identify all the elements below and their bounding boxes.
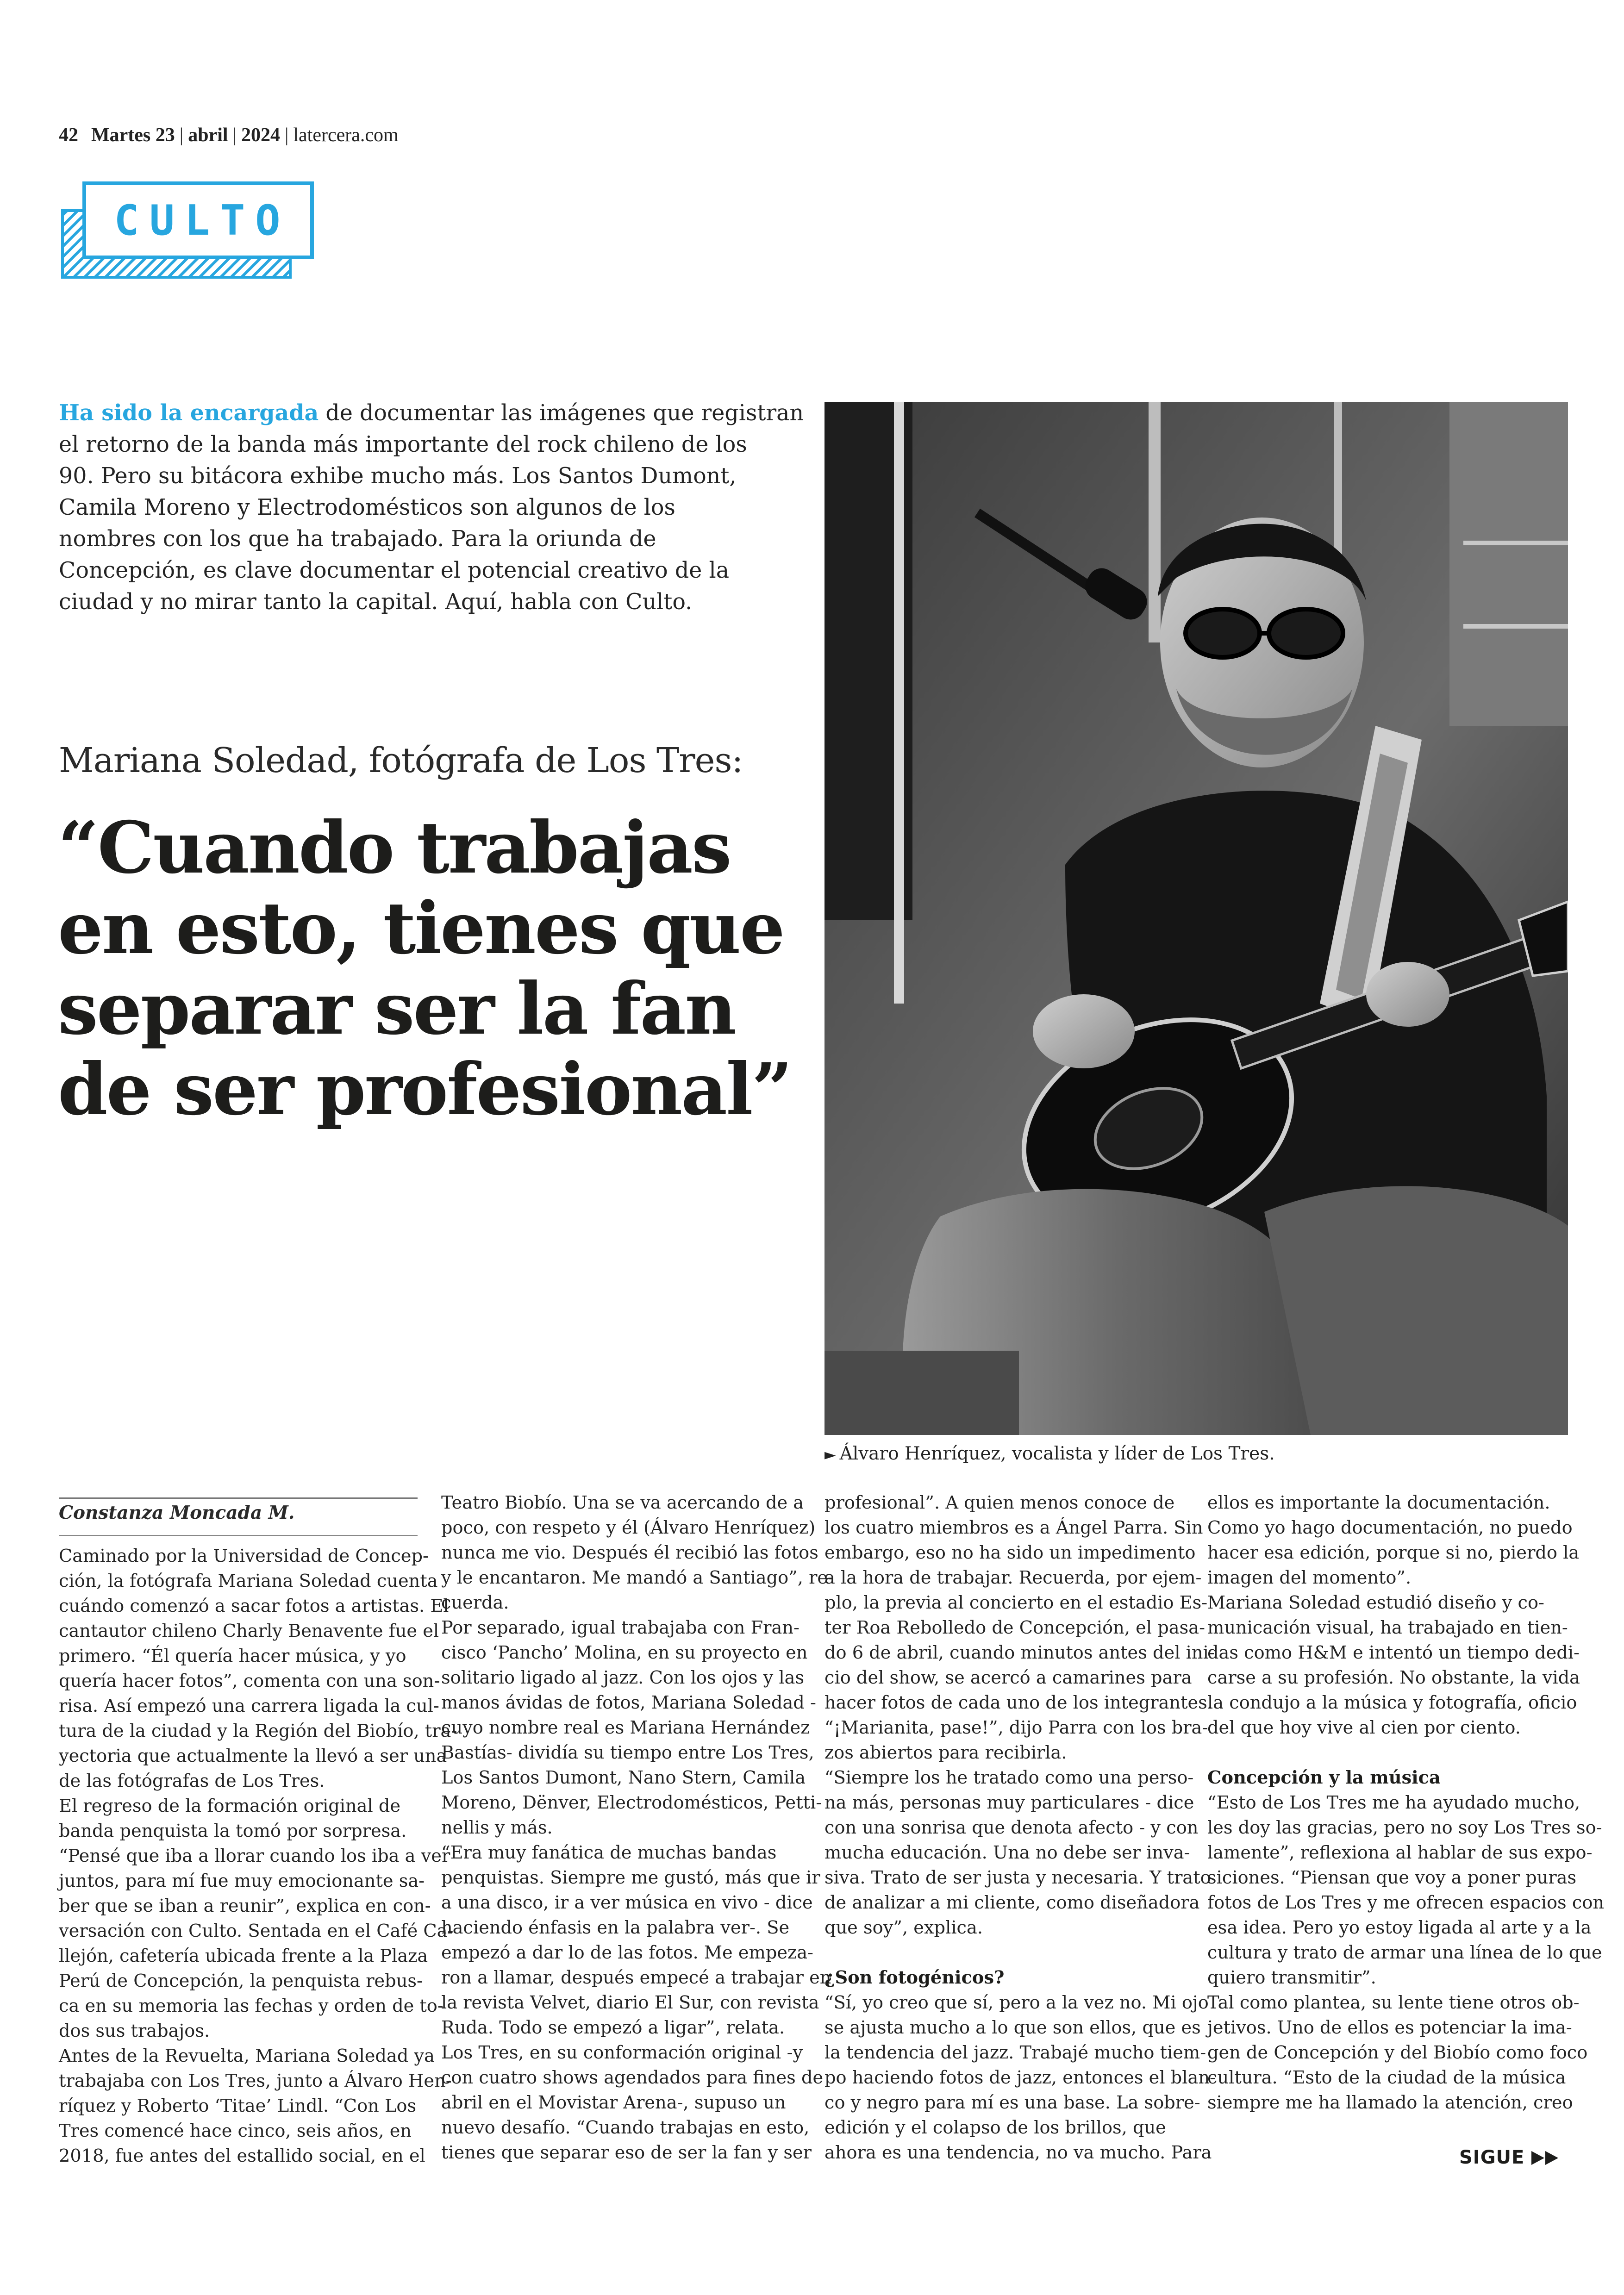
byline-top-rule — [59, 1497, 418, 1499]
body-line: haciendo énfasis en la palabra ver-. Se — [441, 1917, 790, 1938]
body-line: llejón, cafetería ubicada frente a la Plaza — [59, 1946, 428, 1966]
body-line: risa. Así empezó una carrera ligada la cul- — [59, 1696, 439, 1716]
body-line: “Siempre los he tratado como una perso- — [824, 1767, 1194, 1788]
body-line: ca en su memoria las fechas y orden de to- — [59, 1996, 443, 2016]
body-line: se ajusta mucho a lo que son ellos, que es — [824, 2017, 1201, 2038]
body-line: Los Santos Dumont, Nano Stern, Camila — [441, 1767, 806, 1788]
lead-line: el retorno de la banda más importante del rock chileno de los — [59, 432, 747, 457]
lead-line: Concepción, es clave documentar el potencial creativo de la — [59, 558, 730, 583]
continue-label: SIGUE — [1459, 2147, 1525, 2168]
body-line: penquistas. Siempre me gustó, más que ir — [441, 1867, 820, 1888]
section-logo — [61, 181, 315, 281]
body-line: zos abiertos para recibirla. — [824, 1742, 1067, 1763]
body-line: yectoria que actualmente la llevó a ser una — [59, 1746, 447, 1766]
photo-guitarist — [824, 402, 1568, 1435]
lead-line: ciudad y no mirar tanto la capital. Aquí, habla con Culto. — [59, 589, 693, 615]
body-column-1 — [59, 1544, 457, 2169]
body-line: imagen del momento”. — [1207, 1567, 1412, 1588]
body-line: abril en el Movistar Arena-, supuso un — [441, 2092, 786, 2113]
body-line: cultura. “Esto de la ciudad de la música — [1207, 2067, 1566, 2088]
body-line: nuevo desafío. “Cuando trabajas en esto, — [441, 2117, 810, 2138]
folio-separator: | — [179, 125, 184, 146]
body-line: gen de Concepción y del Biobío como foco — [1207, 2042, 1588, 2063]
subhead-fotogenicos: ¿Son fotogénicos? — [824, 1967, 1005, 1988]
body-column-4 — [1207, 1491, 1605, 2115]
body-line: cio del show, se acercó a camarines para — [824, 1667, 1192, 1688]
headline — [58, 808, 791, 1130]
body-line: cuyo nombre real es Mariana Hernández — [441, 1717, 810, 1738]
body-line: ellos es importante la documentación. — [1207, 1492, 1550, 1513]
body-line: solitario ligado al jazz. Con los ojos y las — [441, 1667, 805, 1688]
body-line: los cuatro miembros es a Ángel Parra. Sin — [824, 1517, 1203, 1538]
folio-month: abril — [188, 125, 228, 146]
body-column-2 — [441, 1491, 834, 2165]
body-line: de analizar a mi cliente, como diseñadora — [824, 1892, 1200, 1913]
body-line: tura de la ciudad y la Región del Biobío, tra- — [59, 1721, 457, 1741]
body-line: “Sí, yo creo que sí, pero a la vez no. Mi ojo — [824, 1992, 1209, 2013]
body-line: Los Tres, en su conformación original -y — [441, 2042, 803, 2063]
body-line: lamente”, reflexiona al hablar de sus expo- — [1207, 1842, 1593, 1863]
body-line: cuerda. — [441, 1592, 509, 1613]
body-line: Bastías- dividía su tiempo entre Los Tres, — [441, 1742, 814, 1763]
folio-separator: | — [232, 125, 237, 146]
body-line: siva. Trato de ser justa y necesaria. Y trato — [824, 1867, 1211, 1888]
body-line: Tal como plantea, su lente tiene otros ob- — [1207, 1992, 1580, 2013]
headline-line: “Cuando trabajas — [58, 806, 731, 890]
body-line: nunca me vio. Después él recibió las fotos — [441, 1542, 818, 1563]
byline: Constanza Moncada M. — [59, 1502, 295, 1523]
lead-line: nombres con los que ha trabajado. Para la oriunda de — [59, 526, 656, 552]
body-line: Tres comencé hace cinco, seis años, en — [59, 2120, 412, 2141]
body-line: a la hora de trabajar. Recuerda, por ejem- — [824, 1567, 1202, 1588]
body-line: con una sonrisa que denota afecto - y con — [824, 1817, 1199, 1838]
body-line: “¡Marianita, pase!”, dijo Parra con los bra- — [824, 1717, 1208, 1738]
headline-line: en esto, tienes que — [58, 886, 784, 970]
body-line: siempre me ha llamado la atención, creo — [1207, 2092, 1573, 2113]
lead-line-1: Ha sido la encargada de documentar las imágenes que registran — [59, 400, 804, 426]
body-line: hacer fotos de cada uno de los integrantes. — [824, 1692, 1213, 1713]
body-line: hacer esa edición, porque si no, pierdo la — [1207, 1542, 1580, 1563]
body-line: la condujo a la música y fotografía, oficio — [1207, 1692, 1577, 1713]
body-line: nellis y más. — [441, 1817, 553, 1838]
body-line: fotos de Los Tres y me ofrecen espacios con — [1207, 1892, 1605, 1913]
body-line: Por separado, igual trabajaba con Fran- — [441, 1617, 800, 1638]
body-line: ahora es una tendencia, no va mucho. Para — [824, 2142, 1212, 2163]
section-name: CULTO — [114, 196, 291, 245]
body-line: con cuatro shows agendados para fines de — [441, 2067, 824, 2088]
body-line: la tendencia del jazz. Trabajé mucho tiem- — [824, 2042, 1206, 2063]
body-line: juntos, para mí fue muy emocionante sa- — [59, 1871, 425, 1891]
body-line: tienes que separar eso de ser la fan y ser — [441, 2142, 812, 2163]
body-line: 2018, fue antes del estallido social, en el — [59, 2145, 425, 2166]
body-line: Mariana Soledad estudió diseño y co- — [1207, 1592, 1544, 1613]
double-arrow-right-icon — [1531, 2147, 1561, 2168]
body-line: na más, personas muy particulares - dice — [824, 1792, 1194, 1813]
caption-text: Álvaro Henríquez, vocalista y líder de Los Tres. — [839, 1443, 1275, 1464]
body-line: carse a su profesión. No obstante, la vida — [1207, 1667, 1580, 1688]
body-line: a una disco, ir a ver música en vivo - dice — [441, 1892, 813, 1913]
body-line: cisco ‘Pancho’ Molina, en su proyecto en — [441, 1642, 808, 1663]
body-line: la revista Velvet, diario El Sur, con revista — [441, 1992, 819, 2013]
folio-year: 2024 — [241, 125, 280, 146]
body-line: mucha educación. Una no debe ser inva- — [824, 1842, 1190, 1863]
body-line: Ruda. Todo se empezó a ligar”, relata. — [441, 2017, 785, 2038]
body-line: po haciendo fotos de jazz, entonces el blan- — [824, 2067, 1216, 2088]
body-line: versación con Culto. Sentada en el Café Ca- — [59, 1921, 454, 1941]
body-line: quiero transmitir”. — [1207, 1967, 1376, 1988]
body-line: ber que se iban a reunir”, explica en con- — [59, 1896, 431, 1916]
body-line: empezó a dar lo de las fotos. Me empeza- — [441, 1942, 813, 1963]
body-column-3 — [824, 1491, 1216, 2165]
body-line: que soy”, explica. — [824, 1917, 983, 1938]
page-number: 42 — [59, 125, 78, 146]
body-line: dos sus trabajos. — [59, 2021, 210, 2041]
byline-bottom-rule — [59, 1535, 418, 1536]
body-line: municación visual, ha trabajado en tien- — [1207, 1617, 1568, 1638]
body-line: del que hoy vive al cien por ciento. — [1207, 1717, 1521, 1738]
body-line: esa idea. Pero yo estoy ligada al arte y a la — [1207, 1917, 1592, 1938]
caption-triangle-icon: ► — [824, 1446, 836, 1463]
continue-marker — [1459, 2147, 1561, 2168]
subhead-concepcion: Concepción y la música — [1207, 1767, 1441, 1788]
body-line: primero. “Él quería hacer música, y yo — [59, 1646, 406, 1666]
body-line: ter Roa Rebolledo de Concepción, el pasa- — [824, 1617, 1206, 1638]
body-line: co y negro para mí es una base. La sobre- — [824, 2092, 1200, 2113]
photo-caption — [824, 1443, 1275, 1464]
body-line: Teatro Biobío. Una se va acercando de a — [441, 1492, 804, 1513]
body-line: “Pensé que iba a llorar cuando los iba a ver — [59, 1846, 450, 1866]
folio-day: Martes 23 — [91, 125, 175, 146]
body-line: Moreno, Dënver, Electrodomésticos, Petti- — [441, 1792, 822, 1813]
body-line: manos ávidas de fotos, Mariana Soledad - — [441, 1692, 816, 1713]
lead-kicker: Ha sido la encargada — [59, 400, 319, 426]
lead-paragraph — [59, 397, 806, 618]
body-line: El regreso de la formación original de — [59, 1796, 401, 1816]
body-line: do 6 de abril, cuando minutos antes del ini- — [824, 1642, 1215, 1663]
folio-separator: | — [284, 125, 289, 146]
folio — [59, 124, 399, 146]
body-line: trabajaba con Los Tres, junto a Álvaro Hen- — [59, 2070, 452, 2091]
lead-line: 90. Pero su bitácora exhibe mucho más. Los Santos Dumont, — [59, 463, 737, 489]
folio-site: latercera.com — [293, 125, 399, 146]
body-line: y le encantaron. Me mandó a Santiago”, re- — [441, 1567, 834, 1588]
title-kicker: Mariana Soledad, fotógrafa de Los Tres: — [59, 741, 743, 780]
body-line: ríquez y Roberto ‘Titae’ Lindl. “Con Los — [59, 2095, 417, 2116]
body-line: cantautor chileno Charly Benavente fue el — [59, 1621, 439, 1641]
body-line: embargo, eso no ha sido un impedimento — [824, 1542, 1196, 1563]
body-line: Perú de Concepción, la penquista rebus- — [59, 1971, 423, 1991]
body-line: Como yo hago documentación, no puedo — [1207, 1517, 1573, 1538]
body-line: cultura y trato de armar una línea de lo que — [1207, 1942, 1602, 1963]
lead-line: Camila Moreno y Electrodomésticos son algunos de los — [59, 495, 675, 520]
body-line: ron a llamar, después empecé a trabajar en — [441, 1967, 831, 1988]
body-line: les doy las gracias, pero no soy Los Tres so- — [1207, 1817, 1602, 1838]
body-line: banda penquista la tomó por sorpresa. — [59, 1821, 407, 1841]
body-line: “Era muy fanática de muchas bandas — [441, 1842, 777, 1863]
body-line: Caminado por la Universidad de Concep- — [59, 1546, 429, 1566]
body-line: Antes de la Revuelta, Mariana Soledad ya — [59, 2046, 435, 2066]
body-line: ción, la fotógrafa Mariana Soledad cuenta — [59, 1571, 438, 1591]
body-line: edición y el colapso de los brillos, que — [824, 2117, 1166, 2138]
headline-line: separar ser la fan — [58, 967, 736, 1051]
body-line: “Esto de Los Tres me ha ayudado mucho, — [1207, 1792, 1580, 1813]
body-line: quería hacer fotos”, comenta con una son- — [59, 1671, 440, 1691]
headline-line: de ser profesional” — [58, 1048, 792, 1131]
body-line: poco, con respeto y él (Álvaro Henríquez) — [441, 1517, 816, 1538]
body-line — [824, 1940, 1181, 1965]
body-line: siciones. “Piensan que voy a poner puras — [1207, 1867, 1577, 1888]
body-line: profesional”. A quien menos conoce de — [824, 1492, 1175, 1513]
body-line: das como H&M e intentó un tiempo dedi- — [1207, 1642, 1580, 1663]
body-line: plo, la previa al concierto en el estadio Es- — [824, 1592, 1208, 1613]
body-line: jetivos. Uno de ellos es potenciar la ima- — [1207, 2017, 1572, 2038]
body-line: de las fotógrafas de Los Tres. — [59, 1771, 325, 1791]
body-line: cuándo comenzó a sacar fotos a artistas. El — [59, 1596, 449, 1616]
body-line — [1207, 1740, 1564, 1765]
